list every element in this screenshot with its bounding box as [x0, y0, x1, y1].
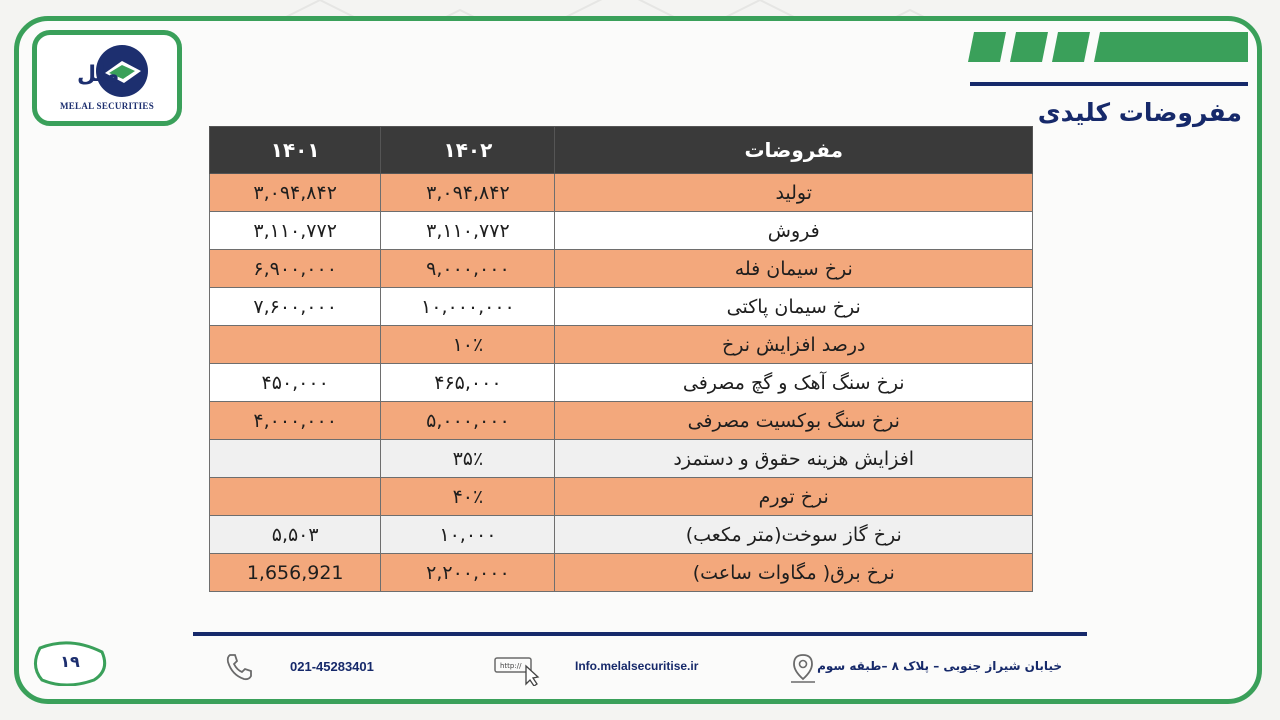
- table-row: [210, 364, 1033, 402]
- table-row: [210, 516, 1033, 554]
- svg-text:ملل: ملل: [77, 62, 120, 87]
- table-row: [210, 402, 1033, 440]
- website-address[interactable]: Info.melalsecuritise.ir: [575, 659, 699, 673]
- cell-1402: ۱۰,۰۰۰,۰۰۰: [381, 288, 555, 326]
- cell-1402: ۳,۱۱۰,۷۷۲: [381, 212, 555, 250]
- cell-label: تولید: [555, 174, 1033, 212]
- cell-label: فروش: [555, 212, 1033, 250]
- title-decoration-bars: [966, 32, 1248, 62]
- phone-number: 021-45283401: [290, 659, 374, 674]
- cell-1402: ۹,۰۰۰,۰۰۰: [381, 250, 555, 288]
- cell-1402: ۴۰٪: [381, 478, 555, 516]
- logo-mark-icon: [37, 35, 177, 105]
- table-row: [210, 250, 1033, 288]
- cell-1401: ۳,۱۱۰,۷۷۲: [210, 212, 381, 250]
- web-link-icon-text: http://: [500, 662, 522, 670]
- cell-label: نرخ سنگ آهک و گچ مصرفی: [555, 364, 1033, 402]
- cell-1402: ۴۶۵,۰۰۰: [381, 364, 555, 402]
- cell-label: درصد افزایش نرخ: [555, 326, 1033, 364]
- header-1401: ۱۴۰۱: [210, 127, 381, 174]
- table-row: [210, 440, 1033, 478]
- cell-1402: ۳,۰۹۴,۸۴۲: [381, 174, 555, 212]
- cell-1402: ۲,۲۰۰,۰۰۰: [381, 554, 555, 592]
- table-row: [210, 554, 1033, 592]
- cell-label: نرخ سیمان پاکتی: [555, 288, 1033, 326]
- web-link-icon: [494, 656, 544, 686]
- cell-label: نرخ گاز سوخت(متر مکعب): [555, 516, 1033, 554]
- cell-1401: ۶,۹۰۰,۰۰۰: [210, 250, 381, 288]
- cell-1402: ۳۵٪: [381, 440, 555, 478]
- cell-1401: ۳,۰۹۴,۸۴۲: [210, 174, 381, 212]
- cell-1402: ۵,۰۰۰,۰۰۰: [381, 402, 555, 440]
- cell-1401: [210, 440, 381, 478]
- cell-label: نرخ برق( مگاوات ساعت): [555, 554, 1033, 592]
- table-row: [210, 288, 1033, 326]
- cell-1402: ۱۰,۰۰۰: [381, 516, 555, 554]
- phone-icon: [224, 652, 254, 682]
- table-row: [210, 326, 1033, 364]
- cell-label: نرخ سنگ بوکسیت مصرفی: [555, 402, 1033, 440]
- page-number-badge: [32, 640, 108, 686]
- page-number: ۱۹: [60, 652, 80, 671]
- footer-divider: [193, 632, 1087, 636]
- cell-1401: ۷,۶۰۰,۰۰۰: [210, 288, 381, 326]
- page-title: مفروضات کلیدی: [1037, 98, 1242, 127]
- cell-1401: [210, 478, 381, 516]
- company-logo: [32, 30, 182, 126]
- logo-latin-text: MELAL SECURITIES: [59, 101, 155, 111]
- table-row: [210, 212, 1033, 250]
- table-row: [210, 174, 1033, 212]
- title-underline: [970, 82, 1248, 86]
- table-header-row: [210, 127, 1033, 174]
- cell-1402: ۱۰٪: [381, 326, 555, 364]
- cell-label: نرخ سیمان فله: [555, 250, 1033, 288]
- cell-1401: [210, 326, 381, 364]
- cell-1401: ۴۵۰,۰۰۰: [210, 364, 381, 402]
- office-address: خیابان شیراز جنوبی – پلاک ۸ –طبقه سوم: [817, 659, 1062, 673]
- header-assumptions: مفروضات: [555, 127, 1033, 174]
- cell-1401: 1,656,921: [210, 554, 381, 592]
- cell-1401: ۴,۰۰۰,۰۰۰: [210, 402, 381, 440]
- cell-label: نرخ تورم: [555, 478, 1033, 516]
- assumptions-table: [209, 126, 1033, 592]
- cell-1401: ۵,۵۰۳: [210, 516, 381, 554]
- table-row: [210, 478, 1033, 516]
- cell-label: افزایش هزینه حقوق و دستمزد: [555, 440, 1033, 478]
- header-1402: ۱۴۰۲: [381, 127, 555, 174]
